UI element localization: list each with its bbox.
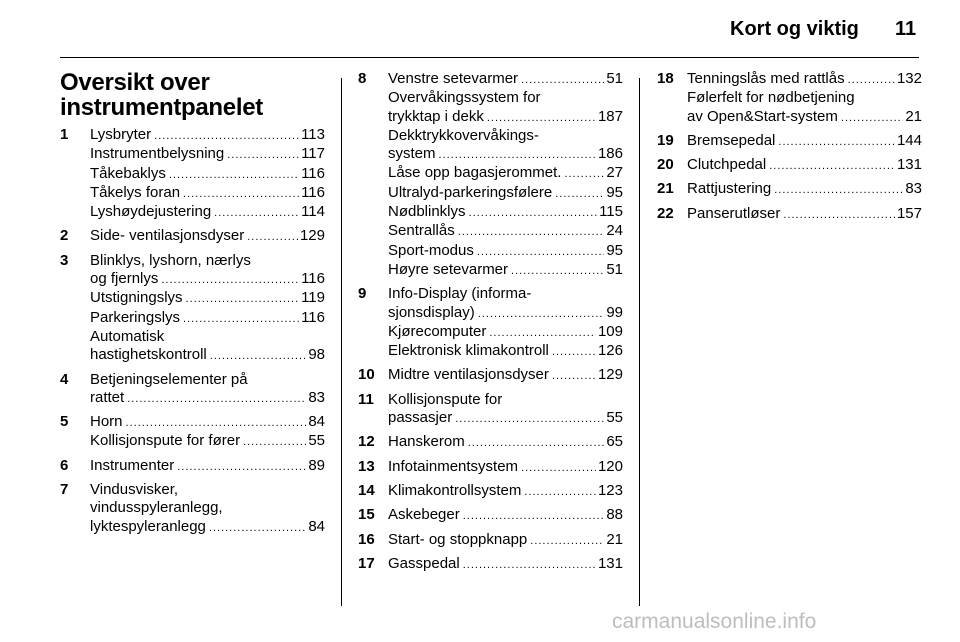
dot-leader bbox=[783, 206, 895, 224]
entry-line bbox=[90, 184, 325, 203]
dot-leader bbox=[564, 165, 604, 183]
column-divider bbox=[341, 78, 342, 606]
page-reference: 116 bbox=[301, 308, 325, 326]
page-reference: 55 bbox=[308, 432, 325, 450]
entry-line bbox=[388, 555, 623, 574]
index-entry bbox=[358, 458, 623, 477]
index-entry bbox=[657, 156, 922, 175]
page-reference: 83 bbox=[308, 388, 325, 406]
entry-label: Panserutløser bbox=[687, 204, 781, 222]
entry-label: Overvåkingssystem for bbox=[388, 89, 541, 107]
entry-label: Kollisjonspute for bbox=[388, 390, 503, 408]
index-entry bbox=[657, 180, 922, 199]
entry-line bbox=[388, 304, 623, 323]
entry-label: Vindusvisker, bbox=[90, 481, 179, 499]
entry-line bbox=[388, 108, 623, 127]
entry-number: 7 bbox=[60, 481, 69, 499]
index-entry bbox=[358, 506, 623, 525]
page-reference: 95 bbox=[606, 183, 623, 201]
entry-label: system bbox=[388, 145, 436, 163]
entry-line bbox=[388, 184, 623, 203]
entry-number: 14 bbox=[358, 481, 375, 499]
entry-label: Høyre setevarmer bbox=[388, 260, 509, 278]
entry-number: 13 bbox=[358, 457, 375, 475]
entry-line bbox=[388, 127, 623, 145]
page-reference: 24 bbox=[606, 222, 623, 240]
column-3 bbox=[657, 70, 922, 229]
index-entry bbox=[60, 252, 325, 366]
page-reference: 129 bbox=[597, 366, 623, 384]
entry-line bbox=[90, 203, 325, 222]
entry-number: 6 bbox=[60, 456, 69, 474]
dot-leader bbox=[489, 324, 596, 342]
entry-label: sjonsdisplay) bbox=[388, 303, 475, 321]
entry-label: Rattjustering bbox=[687, 180, 772, 198]
entry-list bbox=[358, 70, 623, 574]
page-reference: 144 bbox=[896, 131, 922, 149]
dot-leader bbox=[214, 204, 299, 222]
dot-leader bbox=[455, 410, 604, 428]
page-reference: 21 bbox=[905, 107, 922, 125]
entry-label: Følerfelt for nødbetjening bbox=[687, 89, 855, 107]
dot-leader bbox=[126, 414, 307, 432]
entry-line bbox=[687, 70, 922, 89]
page-reference: 114 bbox=[301, 203, 325, 221]
entry-number: 9 bbox=[358, 285, 367, 303]
page-reference: 120 bbox=[597, 457, 623, 475]
page-reference: 98 bbox=[308, 346, 325, 364]
entry-label: passasjer bbox=[388, 409, 453, 427]
entry-line bbox=[687, 180, 922, 199]
index-entry bbox=[657, 132, 922, 151]
entry-line bbox=[90, 457, 325, 476]
entry-number: 2 bbox=[60, 227, 69, 245]
entry-number: 19 bbox=[657, 131, 674, 149]
page-reference: 116 bbox=[301, 270, 325, 288]
entry-line bbox=[90, 145, 325, 164]
entry-line bbox=[388, 531, 623, 550]
index-entry bbox=[60, 457, 325, 476]
entry-number: 8 bbox=[358, 70, 367, 87]
dot-leader bbox=[169, 166, 299, 184]
page-reference: 115 bbox=[599, 203, 623, 221]
page-reference: 132 bbox=[896, 70, 922, 87]
index-entry bbox=[358, 482, 623, 501]
page-reference: 119 bbox=[301, 289, 325, 307]
page-reference: 187 bbox=[597, 107, 623, 125]
entry-number: 22 bbox=[657, 204, 674, 222]
index-entry bbox=[358, 391, 623, 429]
entry-line bbox=[388, 222, 623, 241]
entry-line bbox=[388, 242, 623, 261]
entry-label: Askebeger bbox=[388, 506, 460, 524]
dot-leader bbox=[186, 290, 300, 308]
entry-number: 20 bbox=[657, 156, 674, 174]
entry-label: trykktap i dekk bbox=[388, 107, 484, 125]
page-reference: 113 bbox=[301, 126, 325, 143]
index-entry bbox=[358, 433, 623, 452]
dot-leader bbox=[774, 181, 903, 199]
entry-line bbox=[388, 482, 623, 501]
entry-label: Tåkelys foran bbox=[90, 183, 181, 201]
dot-leader bbox=[848, 71, 895, 89]
entry-number: 12 bbox=[358, 433, 375, 451]
entry-line bbox=[687, 156, 922, 175]
index-entry bbox=[657, 205, 922, 224]
index-entry bbox=[60, 227, 325, 246]
entry-list bbox=[657, 70, 922, 224]
entry-line bbox=[90, 328, 325, 346]
page-number: 11 bbox=[895, 18, 917, 40]
dot-leader bbox=[487, 109, 596, 127]
entry-line bbox=[388, 433, 623, 452]
dot-leader bbox=[769, 157, 895, 175]
entry-line bbox=[388, 323, 623, 342]
entry-label: Instrumentbelysning bbox=[90, 145, 225, 163]
entry-number: 5 bbox=[60, 413, 69, 431]
dot-leader bbox=[183, 185, 299, 203]
page-reference: 123 bbox=[597, 481, 623, 499]
page-reference: 117 bbox=[301, 145, 325, 163]
entry-line bbox=[90, 518, 325, 537]
entry-line bbox=[90, 371, 325, 389]
entry-label: Blinklys, lyshorn, nærlys bbox=[90, 251, 251, 269]
dot-leader bbox=[478, 305, 605, 323]
index-entry bbox=[358, 555, 623, 574]
page-reference: 131 bbox=[597, 554, 623, 572]
entry-line bbox=[90, 165, 325, 184]
column-1 bbox=[60, 70, 325, 542]
index-entry bbox=[60, 413, 325, 452]
entry-line bbox=[388, 261, 623, 280]
entry-line bbox=[90, 309, 325, 328]
page-title bbox=[60, 70, 325, 120]
entry-label: Sentrallås bbox=[388, 222, 455, 240]
entry-label: Lysbryter bbox=[90, 126, 152, 143]
entry-line bbox=[90, 499, 325, 517]
index-entry bbox=[358, 285, 623, 361]
dot-leader bbox=[439, 146, 596, 164]
page-reference: 55 bbox=[606, 409, 623, 427]
dot-leader bbox=[841, 109, 903, 127]
entry-line bbox=[388, 409, 623, 428]
entry-label: Klimakontrollsystem bbox=[388, 481, 522, 499]
entry-line bbox=[90, 389, 325, 408]
entry-label: Instrumenter bbox=[90, 456, 175, 474]
entry-line bbox=[388, 145, 623, 164]
dot-leader bbox=[521, 459, 596, 477]
dot-leader bbox=[210, 347, 307, 365]
dot-leader bbox=[463, 507, 605, 525]
entry-label: Horn bbox=[90, 413, 123, 431]
entry-label: rattet bbox=[90, 388, 125, 406]
dot-leader bbox=[463, 556, 596, 574]
index-entry bbox=[60, 126, 325, 222]
entry-line bbox=[388, 391, 623, 409]
index-entry bbox=[657, 70, 922, 127]
entry-line bbox=[90, 126, 325, 145]
dot-leader bbox=[183, 310, 299, 328]
page-reference: 186 bbox=[597, 145, 623, 163]
page-reference: 116 bbox=[301, 183, 325, 201]
dot-leader bbox=[243, 433, 306, 451]
entry-label: Hanskerom bbox=[388, 433, 465, 451]
entry-label: Info-Display (informa- bbox=[388, 285, 532, 303]
entry-label: Lyshøydejustering bbox=[90, 203, 212, 221]
header-rule bbox=[60, 57, 919, 58]
entry-label: Side- ventilasjonsdyser bbox=[90, 227, 245, 245]
title-line-2: instrumentpanelet bbox=[60, 94, 263, 121]
entry-line bbox=[388, 285, 623, 303]
entry-label: av Open&Start-system bbox=[687, 107, 838, 125]
dot-leader bbox=[552, 343, 596, 361]
entry-line bbox=[388, 70, 623, 89]
entry-line bbox=[388, 89, 623, 107]
dot-leader bbox=[468, 434, 605, 452]
entry-line bbox=[687, 132, 922, 151]
dot-leader bbox=[247, 228, 298, 246]
page-reference: 129 bbox=[299, 227, 325, 245]
dot-leader bbox=[477, 243, 604, 261]
section-title: Kort og viktig bbox=[730, 18, 859, 40]
dot-leader bbox=[177, 458, 306, 476]
entry-number: 16 bbox=[358, 530, 375, 548]
entry-number: 10 bbox=[358, 366, 375, 384]
entry-number: 11 bbox=[358, 390, 374, 408]
dot-leader bbox=[161, 271, 299, 289]
entry-label: vindusspyleranlegg, bbox=[90, 499, 223, 517]
dot-leader bbox=[524, 483, 596, 501]
page-reference: 83 bbox=[905, 180, 922, 198]
entry-label: Sport-modus bbox=[388, 241, 474, 259]
page-reference: 88 bbox=[606, 506, 623, 524]
entry-line bbox=[90, 346, 325, 365]
page-reference: 84 bbox=[308, 413, 325, 431]
entry-label: Betjeningselementer på bbox=[90, 370, 248, 388]
entry-label: Gasspedal bbox=[388, 554, 460, 572]
index-entry bbox=[358, 70, 623, 280]
entry-number: 15 bbox=[358, 506, 375, 524]
page-reference: 65 bbox=[606, 433, 623, 451]
entry-label: lyktespyleranlegg bbox=[90, 517, 206, 535]
entry-line bbox=[388, 203, 623, 222]
page-reference: 95 bbox=[606, 241, 623, 259]
dot-leader bbox=[511, 262, 604, 280]
index-entry bbox=[60, 481, 325, 537]
entry-line bbox=[388, 164, 623, 183]
dot-leader bbox=[530, 532, 604, 550]
dot-leader bbox=[552, 367, 596, 385]
entry-line bbox=[90, 289, 325, 308]
entry-line bbox=[388, 506, 623, 525]
page-reference: 89 bbox=[308, 456, 325, 474]
entry-label: Tåkebaklys bbox=[90, 164, 166, 182]
entry-line bbox=[90, 481, 325, 499]
page-reference: 131 bbox=[896, 156, 922, 174]
entry-number: 17 bbox=[358, 554, 375, 572]
entry-label: hastighetskontroll bbox=[90, 346, 207, 364]
dot-leader bbox=[778, 133, 895, 151]
index-entry bbox=[358, 531, 623, 550]
entry-line bbox=[687, 205, 922, 224]
entry-line bbox=[388, 458, 623, 477]
page-reference: 84 bbox=[308, 517, 325, 535]
entry-label: Clutchpedal bbox=[687, 156, 767, 174]
page-reference: 116 bbox=[301, 164, 325, 182]
page-reference: 157 bbox=[896, 204, 922, 222]
entry-label: Venstre setevarmer bbox=[388, 70, 519, 87]
page-reference: 126 bbox=[597, 342, 623, 360]
index-entry bbox=[60, 371, 325, 409]
watermark: carmanualsonline.info bbox=[612, 610, 817, 633]
entry-label: Infotainmentsystem bbox=[388, 457, 519, 475]
entry-number: 1 bbox=[60, 126, 69, 143]
entry-line bbox=[687, 89, 922, 107]
page-reference: 99 bbox=[606, 303, 623, 321]
page-reference: 21 bbox=[606, 530, 623, 548]
entry-label: Parkeringslys bbox=[90, 308, 181, 326]
dot-leader bbox=[209, 519, 306, 537]
entry-label: Elektronisk klimakontroll bbox=[388, 342, 549, 360]
title-line-1: Oversikt over bbox=[60, 69, 210, 96]
entry-label: Utstigningslys bbox=[90, 289, 183, 307]
entry-label: Bremsepedal bbox=[687, 131, 776, 149]
entry-line bbox=[687, 108, 922, 127]
column-2 bbox=[358, 70, 623, 579]
dot-leader bbox=[227, 146, 299, 164]
entry-number: 3 bbox=[60, 251, 69, 269]
entry-number: 4 bbox=[60, 370, 69, 388]
entry-label: Midtre ventilasjonsdyser bbox=[388, 366, 549, 384]
entry-line bbox=[90, 432, 325, 451]
entry-label: Start- og stoppknapp bbox=[388, 530, 528, 548]
entry-label: Tenningslås med rattlås bbox=[687, 70, 845, 87]
index-entry bbox=[358, 366, 623, 385]
entry-line bbox=[90, 413, 325, 432]
entry-list bbox=[60, 126, 325, 537]
entry-label: Låse opp bagasjerommet. bbox=[388, 164, 562, 182]
dot-leader bbox=[127, 390, 306, 408]
entry-label: Kollisjonspute for fører bbox=[90, 432, 241, 450]
entry-line bbox=[388, 366, 623, 385]
dot-leader bbox=[469, 204, 598, 222]
page-reference: 51 bbox=[606, 260, 623, 278]
entry-label: og fjernlys bbox=[90, 270, 159, 288]
dot-leader bbox=[555, 185, 604, 203]
entry-line bbox=[388, 342, 623, 361]
column-divider bbox=[639, 78, 640, 606]
entry-label: Kjørecomputer bbox=[388, 322, 487, 340]
page-reference: 27 bbox=[606, 164, 623, 182]
entry-number: 21 bbox=[657, 180, 674, 198]
dot-leader bbox=[154, 127, 299, 145]
entry-line bbox=[90, 227, 325, 246]
entry-line bbox=[90, 252, 325, 270]
entry-label: Ultralyd-parkeringsfølere bbox=[388, 183, 553, 201]
dot-leader bbox=[458, 223, 605, 241]
entry-label: Automatisk bbox=[90, 327, 165, 345]
entry-line bbox=[90, 270, 325, 289]
entry-label: Nødblinklys bbox=[388, 203, 466, 221]
dot-leader bbox=[521, 71, 604, 89]
entry-label: Dekktrykkovervåkings- bbox=[388, 126, 539, 144]
entry-number: 18 bbox=[657, 70, 674, 87]
page-reference: 51 bbox=[606, 70, 623, 87]
page-reference: 109 bbox=[597, 322, 623, 340]
